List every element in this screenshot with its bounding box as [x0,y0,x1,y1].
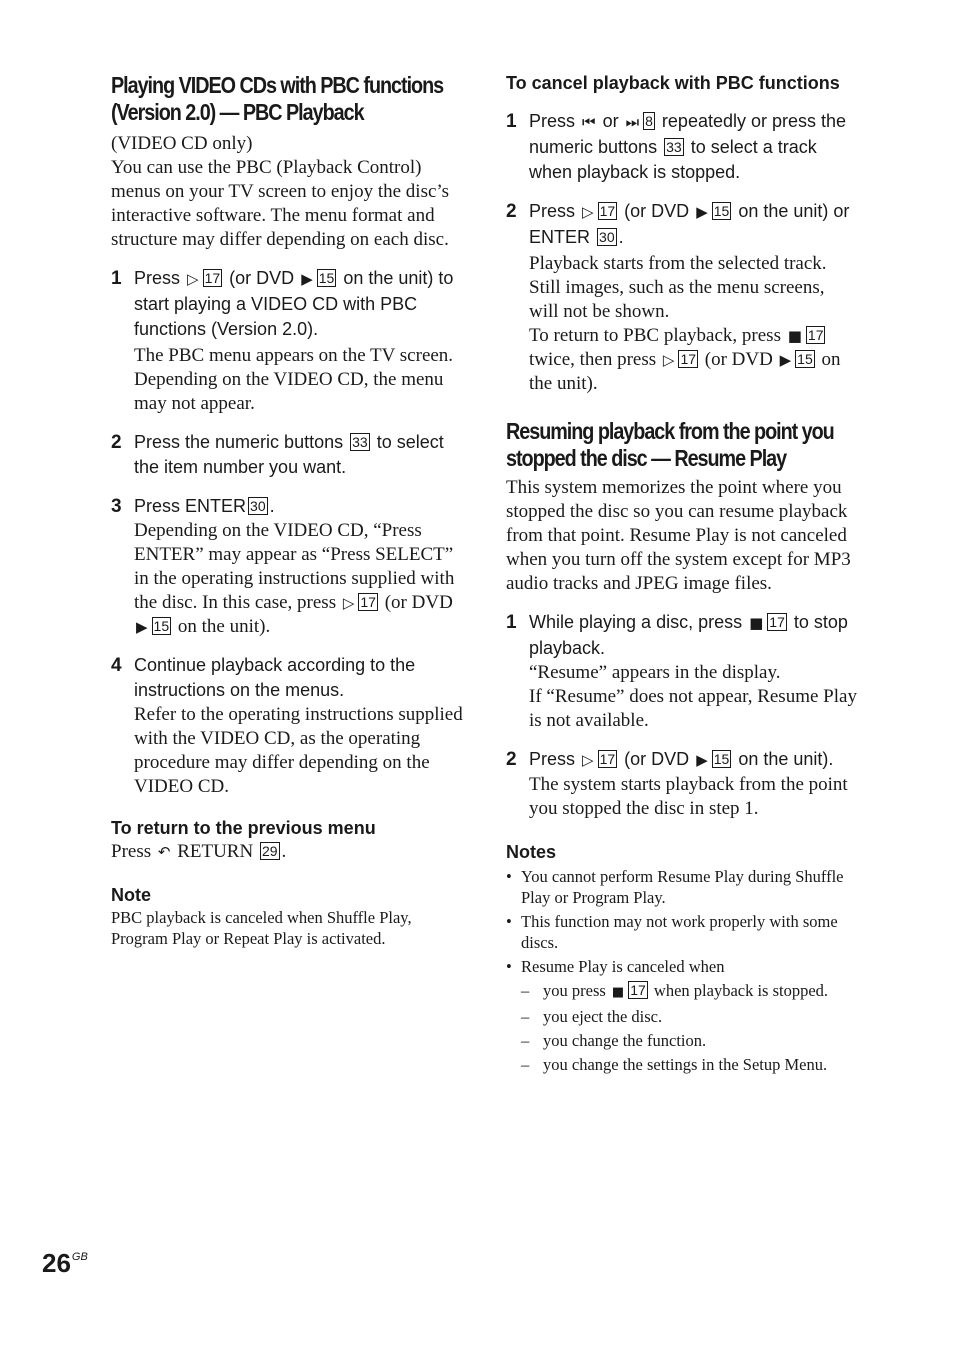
note-text: PBC playback is canceled when Shuffle Play, Program Play or Repeat Play is activated. [111,908,412,948]
button-ref: 17 [360,594,376,610]
button-ref: 15 [797,351,813,367]
pbc-step-4 [111,653,466,799]
cancel-step-1 [506,109,858,185]
play-outline-icon: ▷ [582,751,594,769]
return-heading: To return to the previous menu [111,818,376,838]
step-instruction: Continue playback according to the instructions on the menus. [134,655,416,700]
button-ref: 17 [599,203,616,219]
right-column [506,72,858,1075]
step-instruction: Press ⏮ or ⏭ 8 repeatedly or press the numeric buttons 33 to select a track when playback is stopped. [529,111,847,182]
note-sub-item: – you change the function. [521,1031,707,1050]
cancel-heading: To cancel playback with PBC functions [506,73,840,93]
step-instruction: Press ENTER 30 . [134,496,275,516]
button-ref: 29 [261,843,278,859]
button-ref: 30 [599,229,615,245]
step-number: 1 [506,111,517,132]
button-ref: 17 [204,270,221,286]
play-outline-icon: ▷ [662,351,675,369]
note-item: • Resume Play is canceled when [506,957,725,976]
play-solid-icon: ▶ [779,351,792,369]
notes-list [506,866,858,1075]
bullet-icon: • [506,912,512,931]
button-ref: 30 [250,498,266,514]
note-item: • You cannot perform Resume Play during Shuffle Play or Program Play. [506,867,844,907]
pbc-step-3 [111,494,466,639]
step-number: 1 [506,612,517,633]
button-ref: 17 [769,614,785,630]
step-number: 4 [111,655,122,676]
button-ref: 17 [680,351,697,367]
play-solid-icon: ▶ [696,751,708,769]
pbc-intro [111,132,466,252]
step-instruction: Press the numeric buttons 33 to select the item number you want. [134,432,444,477]
stop-icon: ■ [611,985,625,1000]
step-number: 3 [111,496,122,517]
page-number: $26^{GB}$ [42,1248,88,1278]
note-item: • This function may not work properly with some discs. [506,912,838,952]
next-track-icon: ⏭ [625,113,640,131]
play-solid-icon: ▶ [136,618,148,636]
button-ref: 17 [630,982,646,998]
return-text: Press ↶ RETURN 29 . [111,841,287,862]
resume-step-2 [506,747,858,821]
prev-track-icon: ⏮ [582,113,596,131]
button-ref: 15 [713,203,730,219]
play-solid-icon: ▶ [696,203,708,221]
step-detail: The PBC menu appears on the TV screen. Depending on the VIDEO CD, the menu may not appear. [134,345,454,414]
step-instruction: Press ▷ 17 (or DVD ▶ 15 on the unit) or ENTER 30 . [529,201,850,247]
pbc-step-2 [111,430,466,480]
button-ref: 33 [666,139,682,155]
stop-icon: ■ [787,327,802,345]
step-instruction: Press ▷ 17 (or DVD ▶ 15 on the unit). [529,747,858,773]
dash-icon: – [521,1007,530,1026]
notes-heading: Notes [506,842,557,862]
step-detail: Depending on the VIDEO CD, “Press ENTER” may appear as “Press SELECT” in the operating instructions supplied with the disc. In this case, press ▷ 17 (or DVD ▶ 15 on the unit). [134,520,455,637]
step-number: 2 [506,201,517,222]
note-sub-item: – you press ■ 17 when playback is stopped. [506,980,858,1003]
button-ref: 17 [599,751,616,767]
resume-section-title: Resuming playback from the point you stopped the disc — Resume Play [506,418,834,471]
button-ref: 15 [153,618,170,634]
play-solid-icon: ▶ [301,270,313,288]
resume-step-1 [506,610,858,733]
button-ref: 15 [318,270,335,286]
step-detail: Playback starts from the selected track. Still images, such as the menu screens, will not be shown. [529,253,827,322]
dash-icon: – [521,1055,530,1074]
step-instruction: Press ▷ 17 (or DVD ▶ 15 on the unit) to start playing a VIDEO CD with PBC functions (Version 2.0). [134,268,454,339]
pbc-section-title: Playing VIDEO CDs with PBC functions (Version 2.0) — PBC Playback [111,72,444,125]
pbc-scope: (VIDEO CD only) [111,133,253,154]
note-sub-item: – you eject the disc. [521,1007,663,1026]
resume-intro: This system memorizes the point where you stopped the disc so you can resume playback from that point. Resume Play is not canceled when you turn off the system except for MP3 audio tracks and JPEG image files. [506,477,851,594]
step-detail: If “Resume” does not appear, Resume Play is not available. [529,686,857,731]
pbc-intro-text: You can use the PBC (Playback Control) menus on your TV screen to enjoy the disc’s interactive software. The menu format and structure may differ depending on each disc. [111,157,450,250]
note-heading: Note [111,885,151,905]
note-sub-item: – you change the settings in the Setup Menu. [521,1055,828,1074]
step-number: 1 [111,268,122,289]
step-number: 2 [506,749,517,770]
play-outline-icon: ▷ [342,594,355,612]
step-instruction: While playing a disc, press ■ 17 to stop playback. [529,612,848,658]
return-icon: ↶ [157,843,171,861]
step-detail: The system starts playback from the point you stopped the disc in step 1. [529,774,848,819]
play-outline-icon: ▷ [187,270,199,288]
bullet-icon: • [506,957,512,976]
button-ref: 33 [352,434,368,450]
step-detail: To return to PBC playback, press ■ 17 twice, then press ▷ 17 (or DVD ▶ 15 on the unit). [529,325,841,394]
button-ref: 15 [713,751,730,767]
step-detail: “Resume” appears in the display. [529,662,781,683]
button-ref: 17 [807,327,824,343]
play-outline-icon: ▷ [582,203,594,221]
cancel-step-2 [506,199,858,396]
stop-icon: ■ [749,614,764,632]
left-column [111,72,466,949]
pbc-step-1 [111,266,466,416]
dash-icon: – [521,981,530,1000]
step-number: 2 [111,432,122,453]
dash-icon: – [521,1031,530,1050]
step-detail: Refer to the operating instructions supplied with the VIDEO CD, as the operating procedure may differ depending on the VIDEO CD. [134,704,463,797]
page-region: GB [71,1251,88,1263]
button-ref: 8 [645,113,653,129]
bullet-icon: • [506,867,512,886]
